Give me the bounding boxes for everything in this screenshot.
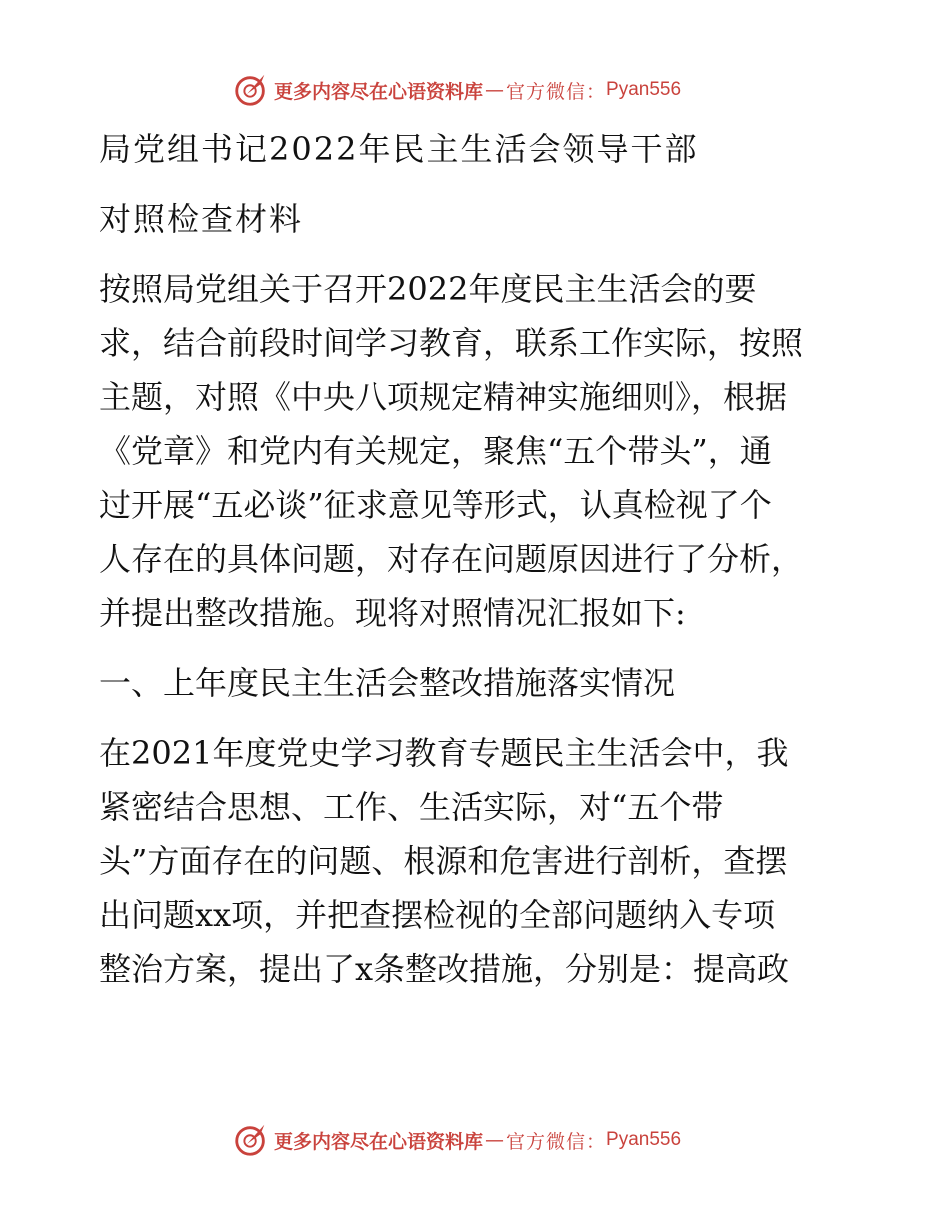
watermark-contact-text: 官方微信：	[506, 1130, 607, 1153]
paragraph-line: 《党章》和党内有关规定，聚焦“五个带头”，通	[99, 432, 772, 470]
watermark-wechat-id: Pyan556	[606, 1129, 682, 1150]
watermark-dash: —	[485, 79, 505, 101]
paragraph-line: 在2021年度党史学习教育专题民主生活会中，我	[99, 734, 789, 772]
doc-title-line-1: 局党组书记2022年民主生活会领导干部	[99, 130, 699, 168]
paragraph-intro	[99, 262, 859, 640]
section-heading-1: 一、上年度民主生活会整改措施落实情况	[99, 664, 676, 702]
paragraph-line: 整治方案，提出了x条整改措施，分别是：提高政	[99, 950, 790, 988]
quill-logo-icon	[232, 1121, 270, 1159]
quill-logo-icon	[232, 71, 270, 109]
watermark-site-text: 更多内容尽在心语资料库	[274, 80, 484, 103]
paragraph-line: 人存在的具体问题，对存在问题原因进行了分析，	[99, 540, 804, 578]
paragraph-line: 并提出整改措施。现将对照情况汇报如下:	[99, 594, 686, 632]
paragraph-line: 过开展“五必谈”征求意见等形式，认真检视了个	[99, 486, 772, 524]
doc-title-line-2: 对照检查材料	[99, 200, 304, 238]
watermark-dash: —	[485, 1129, 505, 1151]
watermark-site-text: 更多内容尽在心语资料库	[274, 1130, 484, 1153]
paragraph-line: 出问题xx项，并把查摆检视的全部问题纳入专项	[99, 896, 776, 934]
paragraph-line: 按照局党组关于召开2022年度民主生活会的要	[99, 270, 757, 308]
document-body	[99, 122, 859, 996]
paragraph-section-1	[99, 726, 859, 996]
paragraph-line: 主题，对照《中央八项规定精神实施细则》，根据	[99, 378, 788, 416]
watermark-banner-bottom	[232, 1120, 681, 1160]
paragraph-line: 紧密结合思想、工作、生活实际，对“五个带	[99, 788, 724, 826]
watermark-wechat-id: Pyan556	[606, 79, 682, 100]
paragraph-line: 头”方面存在的问题、根源和危害进行剖析，查摆	[99, 842, 788, 880]
watermark-contact-text: 官方微信：	[506, 80, 607, 103]
watermark-banner-top	[232, 70, 681, 110]
paragraph-line: 求，结合前段时间学习教育，联系工作实际，按照	[99, 324, 804, 362]
